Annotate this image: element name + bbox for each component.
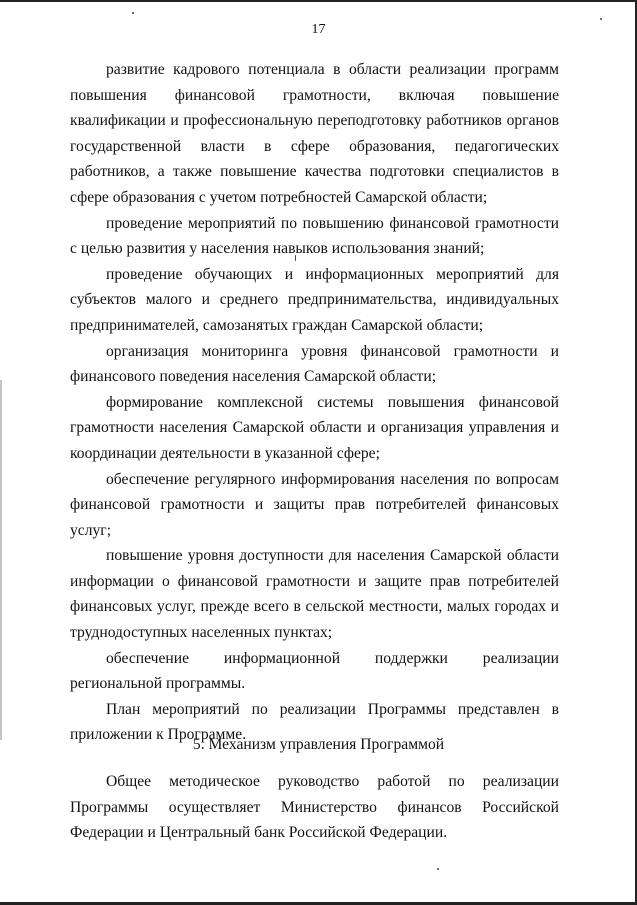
paragraph: организация мониторинга уровня финансовой грамотности и финансового поведения населения Самарской области;	[70, 342, 559, 386]
paragraph: Общее методическое руководство работой по реализации Программы осуществляет Министерство финансов Российской Федерации и Центральный банк Российской Федерации.	[70, 773, 559, 842]
section-text	[70, 769, 559, 846]
paragraph: обеспечение информационной поддержки реализации региональной программы.	[70, 649, 559, 693]
scan-edge-top	[0, 0, 637, 2]
paragraph: План мероприятий по реализации Программы представлен в приложении к Программе.	[70, 700, 559, 744]
section-heading: 5. Механизм управления Программой	[192, 736, 445, 753]
scan-speck	[437, 868, 439, 870]
paragraph: развитие кадрового потенциала в области реализации программ повышения финансовой грамотности, включая повышение квалификации и профессиональную переподготовку работников органов государственной власти в сфере образования, педагогических работников, а также повышение качества подготовки специалистов в сфере образования с учетом потребностей Самарской области;	[70, 61, 559, 206]
paragraph: проведение мероприятий по повышению финансовой грамотности с целью развития у населения навыков использования знаний;	[70, 214, 559, 258]
paragraph: повышение уровня доступности для населения Самарской области информации о финансовой грамотности и защите прав потребителей финансовых услуг, прежде всего в сельской местности, малых городах и труднодоступных населенных пунктах;	[70, 547, 559, 642]
scan-speck	[132, 12, 134, 14]
paragraph: проведение обучающих и информационных мероприятий для субъектов малого и среднего предпринимательства, индивидуальных предпринимателей, самозанятых граждан Самарской области;	[70, 265, 559, 334]
paragraph: обеспечение регулярного информирования населения по вопросам финансовой грамотности и защиты прав потребителей финансовых услуг;	[70, 470, 559, 539]
paragraph: формирование комплексной системы повышения финансовой грамотности населения Самарской области и организация управления и координации деятельности в указанной сфере;	[70, 393, 559, 462]
scan-speck	[600, 18, 602, 20]
body-text	[70, 57, 559, 748]
page-number: 17	[311, 22, 326, 37]
scan-edge-left	[0, 380, 2, 740]
